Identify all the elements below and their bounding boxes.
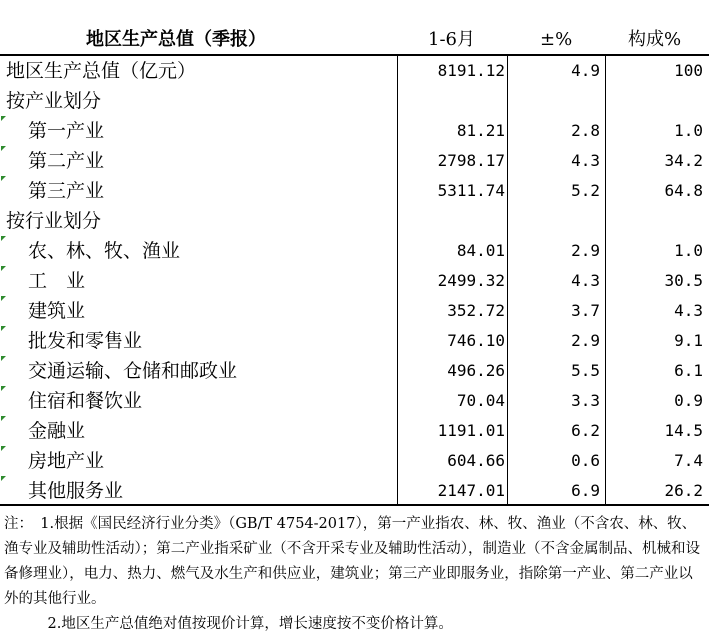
row-share: 30.5 — [664, 271, 703, 290]
row-label: 第一产业 — [28, 120, 105, 142]
row-value: 70.04 — [456, 391, 505, 410]
cell-marker-icon — [1, 326, 6, 331]
row-change: 3.7 — [571, 301, 600, 320]
row-label: 第三产业 — [28, 180, 105, 202]
table-row — [0, 326, 709, 356]
row-change: 4.3 — [571, 151, 600, 170]
table-row — [0, 266, 709, 296]
row-value: 84.01 — [456, 241, 505, 260]
table-row — [0, 476, 709, 506]
row-value: 2147.01 — [437, 481, 505, 500]
row-share: 34.2 — [664, 151, 703, 170]
row-label: 金融业 — [28, 420, 86, 442]
row-share: 9.1 — [674, 331, 703, 350]
table-row — [0, 116, 709, 146]
row-value: 5311.74 — [437, 181, 505, 200]
row-label: 住宿和餐饮业 — [28, 390, 143, 412]
cell-marker-icon — [1, 116, 6, 121]
row-label: 交通运输、仓储和邮政业 — [28, 360, 238, 382]
cell-marker-icon — [1, 416, 6, 421]
row-value: 8191.12 — [437, 61, 505, 80]
cell-marker-icon — [1, 296, 6, 301]
note-2: 2.地区生产总值绝对值按现价计算，增长速度按不变价格计算。 — [4, 616, 453, 632]
row-value: 352.72 — [447, 301, 505, 320]
table-notes — [4, 512, 706, 637]
row-share: 0.9 — [674, 391, 703, 410]
cell-marker-icon — [1, 236, 6, 241]
row-label: 地区生产总值（亿元） — [6, 60, 197, 82]
row-share: 100 — [674, 61, 703, 80]
row-label: 其他服务业 — [28, 480, 124, 502]
row-share: 7.4 — [674, 451, 703, 470]
row-share: 64.8 — [664, 181, 703, 200]
table-row — [0, 416, 709, 446]
row-label: 建筑业 — [28, 300, 86, 322]
row-change: 0.6 — [571, 451, 600, 470]
row-share: 1.0 — [674, 121, 703, 140]
col-header-change: ±% — [540, 29, 573, 50]
row-change: 3.3 — [571, 391, 600, 410]
col-header-share: 构成% — [628, 29, 682, 50]
table-row — [0, 146, 709, 176]
table-row-total — [0, 56, 709, 86]
table-row — [0, 356, 709, 386]
row-value: 604.66 — [447, 451, 505, 470]
cell-marker-icon — [1, 266, 6, 271]
row-change: 4.9 — [571, 61, 600, 80]
row-value: 1191.01 — [437, 421, 505, 440]
row-change: 2.9 — [571, 331, 600, 350]
row-share: 14.5 — [664, 421, 703, 440]
row-share: 26.2 — [664, 481, 703, 500]
cell-marker-icon — [1, 356, 6, 361]
cell-marker-icon — [1, 176, 6, 181]
row-change: 5.5 — [571, 361, 600, 380]
row-change: 4.3 — [571, 271, 600, 290]
section-label: 按产业划分 — [6, 90, 102, 112]
note-1: 注： 1.根据《国民经济行业分类》（GB/T 4754-2017），第一产业指农、林、牧、渔业（不含农、林、牧、渔专业及辅助性活动）；第二产业指采矿业（不含开采专业及辅助性活动），制造业（不含金属制品、机械和设备修理业），电力、热力、燃气及水生产和供应业，建筑业；第三产业即服务业，指除第一产业、第二产业以外的其他行业。 — [4, 516, 700, 607]
col-header-value: 1-6月 — [428, 29, 475, 50]
cell-marker-icon — [1, 386, 6, 391]
row-change: 6.2 — [571, 421, 600, 440]
table-row-section-by-sector — [0, 86, 709, 116]
row-share: 6.1 — [674, 361, 703, 380]
cell-marker-icon — [1, 146, 6, 151]
row-change: 6.9 — [571, 481, 600, 500]
row-change: 5.2 — [571, 181, 600, 200]
table-row-section-by-industry — [0, 206, 709, 236]
row-label: 房地产业 — [28, 450, 105, 472]
row-value: 81.21 — [456, 121, 505, 140]
row-label: 第二产业 — [28, 150, 105, 172]
row-label: 批发和零售业 — [28, 330, 143, 352]
table-row — [0, 176, 709, 206]
row-value: 2798.17 — [437, 151, 505, 170]
cell-marker-icon — [1, 446, 6, 451]
row-value: 2499.32 — [437, 271, 505, 290]
row-share: 4.3 — [674, 301, 703, 320]
table-row — [0, 446, 709, 476]
table-row — [0, 236, 709, 266]
table-row — [0, 296, 709, 326]
table-title: 地区生产总值（季报） — [86, 29, 266, 50]
row-value: 496.26 — [447, 361, 505, 380]
row-label: 农、林、牧、渔业 — [28, 240, 181, 262]
row-change: 2.9 — [571, 241, 600, 260]
table-row — [0, 386, 709, 416]
row-value: 746.10 — [447, 331, 505, 350]
row-change: 2.8 — [571, 121, 600, 140]
section-label: 按行业划分 — [6, 210, 102, 232]
row-label: 工 业 — [28, 270, 86, 292]
row-share: 1.0 — [674, 241, 703, 260]
cell-marker-icon — [1, 476, 6, 481]
